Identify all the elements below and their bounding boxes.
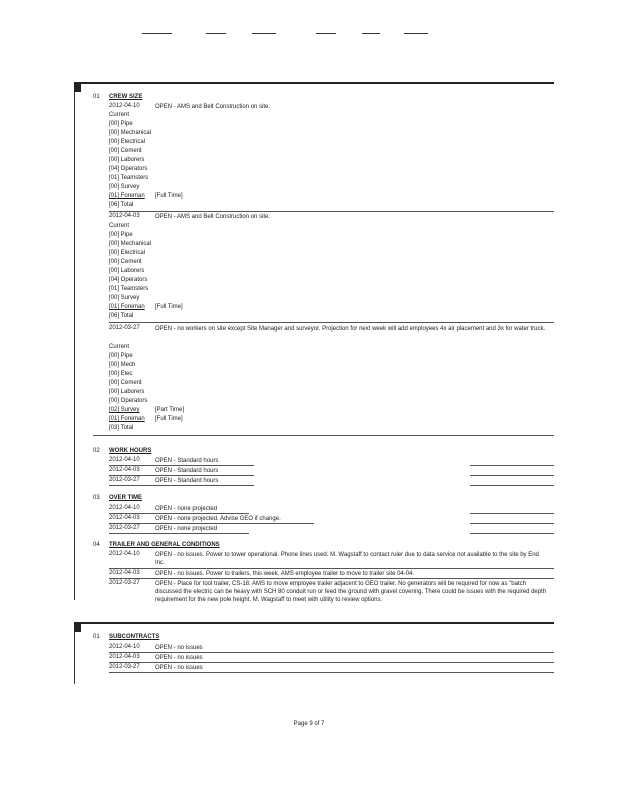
item-title: WORK HOURS: [109, 448, 152, 454]
entry-divider: [470, 485, 554, 486]
crew-line: [00] Laborers: [109, 268, 145, 274]
crew-line: [01] Teamsters: [109, 175, 149, 181]
crew-line: [06] Total: [109, 202, 134, 208]
entry-status: OPEN - no issues. Power to trailers, this week. AMS employee trailer to move to trailer site 04-04.: [155, 571, 415, 577]
entry-divider: [109, 475, 254, 476]
header-rule: [252, 33, 276, 34]
entry-divider: [109, 485, 254, 486]
crew-note: [Full Time]: [155, 416, 183, 422]
entry-status: OPEN - none projected: [155, 526, 218, 532]
entry-date: 2012-04-10: [109, 103, 140, 109]
header-rule: [316, 33, 336, 34]
entry-status: OPEN - AMS and Belt Construction on site.: [155, 104, 271, 110]
entry-status: OPEN - no workers on site except Site Manager and surveyor. Projection for next week will add employees 4x air placement and 3x for water truck.: [155, 326, 546, 332]
entry-date: 2012-04-10: [109, 457, 140, 463]
entry-date: 2012-04-03: [109, 515, 140, 521]
crew-line: [00] Cement: [109, 259, 142, 265]
item-number: 02: [93, 448, 100, 454]
entry-divider: [109, 533, 249, 534]
crew-line: [00] Laborers: [109, 157, 145, 163]
item-title: OVER TIME: [109, 495, 143, 501]
crew-line: [03] Total: [109, 425, 134, 431]
crew-note: [Full Time]: [155, 193, 183, 199]
entry-divider: [109, 523, 314, 524]
entry-divider: [109, 465, 254, 466]
crew-line: [00] Electrical: [109, 250, 146, 256]
entry-date: 2012-04-03: [109, 213, 140, 219]
entry-date: 2012-04-10: [109, 644, 140, 650]
entry-divider: [470, 513, 554, 514]
section-marker: [74, 82, 81, 92]
entry-status: OPEN - AMS and Belt Construction on site.: [155, 214, 271, 220]
entry-status: OPEN - Standard hours: [155, 478, 219, 484]
crew-line: [01] Foreman: [109, 193, 145, 199]
item-number: 03: [93, 495, 100, 501]
entry-date: 2012-03-27: [109, 477, 140, 483]
header-rule: [404, 33, 428, 34]
item-title: SUBCONTRACTS: [109, 634, 160, 640]
crew-line: [00] Mechanical: [109, 241, 152, 247]
entry-divider: [109, 568, 554, 569]
entry-status: OPEN - none projected. Advise GEO if change.: [155, 516, 281, 522]
crew-note: [Full Time]: [155, 304, 183, 310]
entry-divider: [470, 533, 554, 534]
item-divider: [93, 435, 554, 436]
crew-line: [04] Operators: [109, 166, 148, 172]
entry-date: 2012-04-03: [109, 570, 140, 576]
entry-divider: [470, 475, 554, 476]
section-b: [74, 622, 554, 684]
item-number: 04: [93, 542, 100, 548]
crew-line: [00] Laborers: [109, 389, 145, 395]
section-a: [74, 82, 554, 603]
crew-line: [00] Operators: [109, 398, 148, 404]
crew-line: [00] Survey: [109, 184, 140, 190]
entry-date: 2012-03-27: [109, 580, 140, 586]
crew-line: [02] Survey: [109, 407, 140, 413]
crew-line: [00] Pipe: [109, 232, 133, 238]
crew-line: [00] Electrical: [109, 139, 146, 145]
entry-divider: [109, 662, 554, 663]
page-number: Page 9 of 7: [293, 721, 325, 727]
entry-status: OPEN - no issues: [155, 665, 203, 671]
entry-status: OPEN - no issues: [155, 645, 203, 651]
crew-line: [01] Foreman: [109, 304, 145, 310]
item-title: TRAILER AND GENERAL CONDITIONS: [109, 542, 220, 548]
header-rule: [206, 33, 226, 34]
entry-date: 2012-03-27: [109, 525, 140, 531]
entry-status: OPEN - no issues: [155, 655, 203, 661]
entry-date: 2012-04-10: [109, 505, 140, 511]
entry-date: 2012-04-10: [109, 551, 140, 557]
crew-line: [00] Cement: [109, 148, 142, 154]
section-marker: [74, 622, 81, 632]
entry-status: OPEN - Standard hours: [155, 468, 219, 474]
entry-status: OPEN - Place for tool trailer, CS-18. AMS to move employee trailer adjacent to GEO trailer. No generators will be required for now as "batch discussed the electric can be heavy with SCH 80 conduit run or feed the ground with gravel covering. There could be issues with the required depth requirement for the new pole height. M. Wagstaff to meet with utility to review options.: [155, 581, 547, 603]
entry-date: 2012-04-03: [109, 467, 140, 473]
entry-divider: [109, 672, 554, 673]
crew-line: [00] Survey: [109, 295, 140, 301]
item-title: CREW SIZE: [109, 94, 143, 100]
entry-status: OPEN - none projected: [155, 506, 218, 512]
crew-line: [06] Total: [109, 313, 134, 319]
entry-divider: [109, 211, 554, 212]
current-label: Current: [109, 344, 130, 350]
header-rule: [362, 33, 380, 34]
crew-line: [01] Foreman: [109, 416, 145, 422]
entry-status: OPEN - no issues. Power to tower operational. Phone lines used. M. Wagstaff to contact ruler due to data service not available to the site by End Inc.: [155, 552, 539, 566]
entry-date: 2012-03-27: [109, 325, 140, 331]
entry-divider: [109, 652, 554, 653]
entry-divider: [109, 513, 249, 514]
crew-note: [Part Time]: [155, 407, 185, 413]
header-rule: [142, 33, 172, 34]
item-number: 01: [93, 634, 100, 640]
current-label: Current: [109, 223, 130, 229]
current-label: Current: [109, 112, 130, 118]
item-number: 01: [93, 94, 100, 100]
crew-line: [00] Mech: [109, 362, 136, 368]
crew-line: [00] Pipe: [109, 353, 133, 359]
crew-line: [00] Elec: [109, 371, 133, 377]
entry-divider: [109, 322, 554, 323]
crew-line: [04] Operators: [109, 277, 148, 283]
entry-date: 2012-04-03: [109, 654, 140, 660]
entry-date: 2012-03-27: [109, 664, 140, 670]
crew-line: [00] Mechanical: [109, 130, 152, 136]
entry-divider: [470, 465, 554, 466]
entry-status: OPEN - Standard hours: [155, 458, 219, 464]
entry-divider: [109, 578, 554, 579]
entry-divider: [470, 523, 554, 524]
crew-line: [00] Pipe: [109, 121, 133, 127]
crew-line: [01] Teamsters: [109, 286, 149, 292]
crew-line: [00] Cement: [109, 380, 142, 386]
